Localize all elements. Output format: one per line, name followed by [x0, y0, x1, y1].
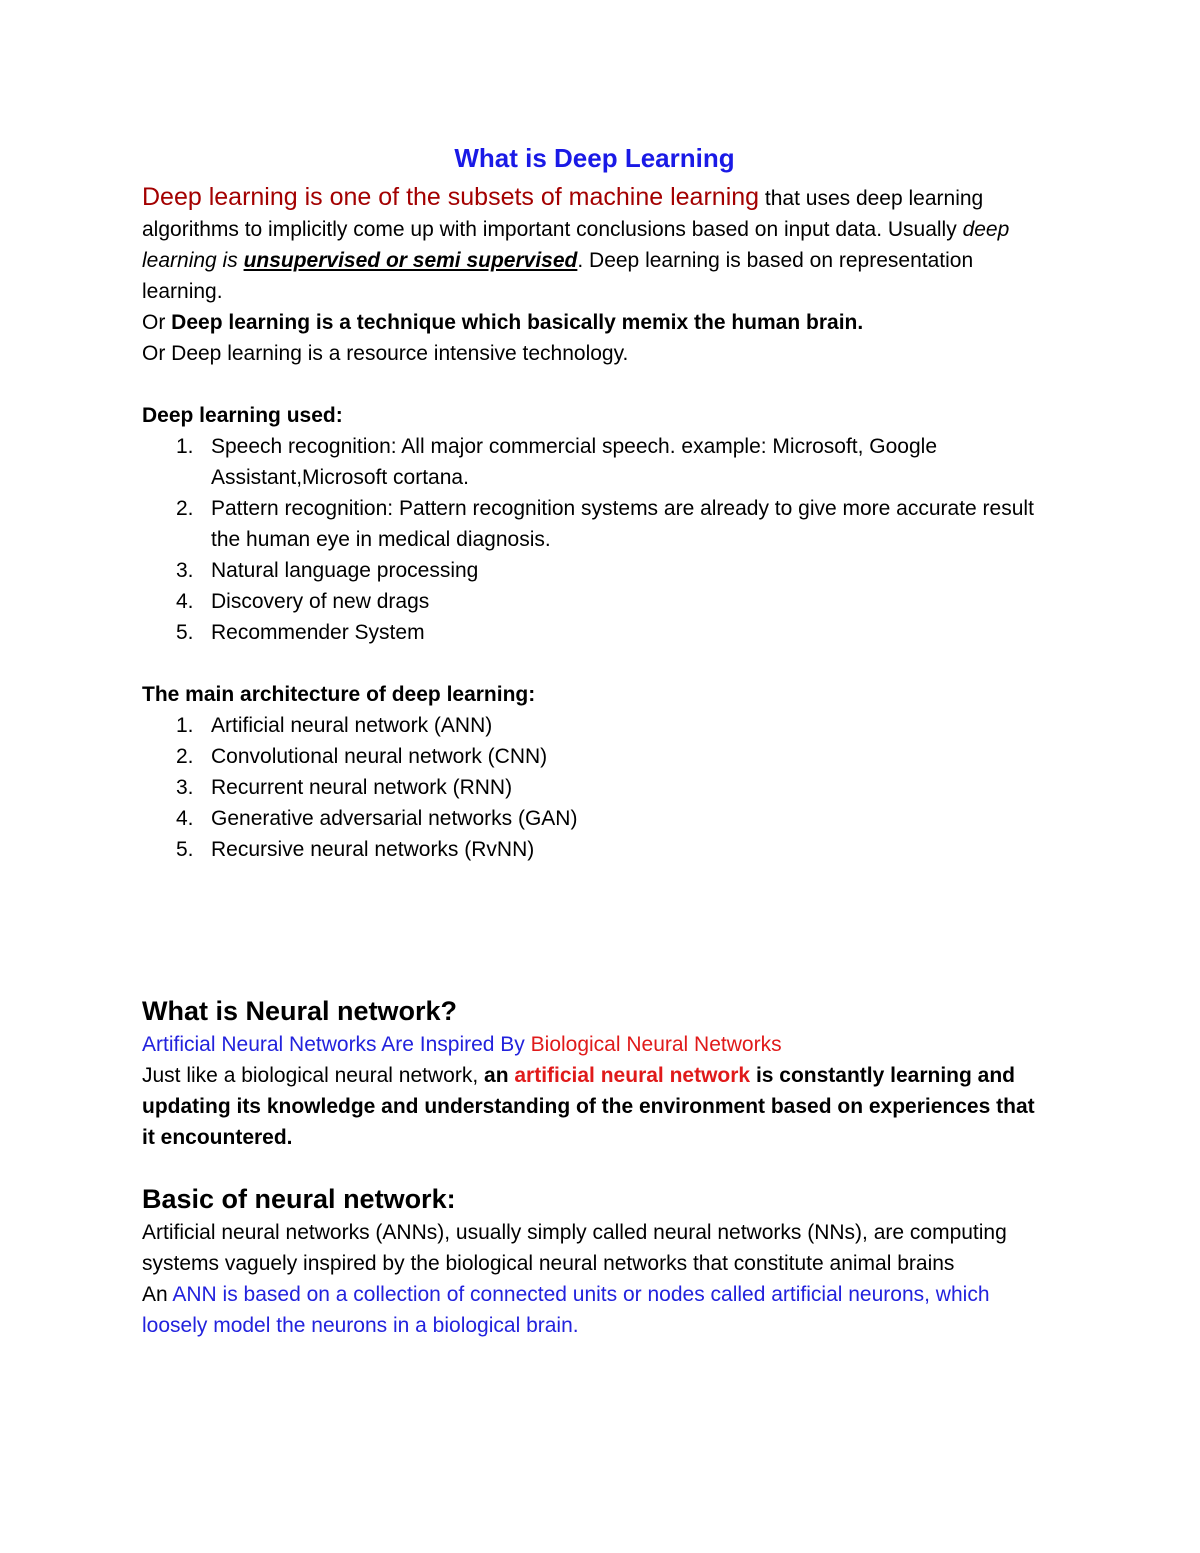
architecture-heading: The main architecture of deep learning:: [142, 683, 536, 706]
page-title: What is Deep Learning: [454, 143, 735, 173]
uses-heading: Deep learning used:: [142, 404, 343, 427]
list-number: 5.: [176, 838, 194, 861]
list-number: 1.: [176, 435, 194, 458]
intro-paragraph: [142, 182, 1047, 307]
intro-text-1: that uses deep learning algorithms to implicitly come up with important conclusions based on input data. Usually: [142, 187, 984, 241]
neural-bold-2: is constantly learning and updating its knowledge and understanding of the environment based on experiences that it encountered.: [142, 1064, 1035, 1149]
list-number: 4.: [176, 590, 194, 613]
list-text: Generative adversarial networks (GAN): [211, 807, 578, 830]
neural-prefix: Just like a biological neural network,: [142, 1064, 485, 1087]
or-technique-paragraph: [142, 307, 1047, 338]
list-number: 3.: [176, 776, 194, 799]
list-text: Speech recognition: All major commercial speech. example: Microsoft, Google Assistant,Microsoft cortana.: [211, 435, 937, 489]
basic-paragraph-1: Artificial neural networks (ANNs), usually simply called neural networks (NNs), are computing systems vaguely inspired by the biological neural networks that constitute animal brains: [142, 1221, 1007, 1275]
list-text: Convolutional neural network (CNN): [211, 745, 548, 768]
list-number: 5.: [176, 621, 194, 644]
list-text: Discovery of new drags: [211, 590, 430, 613]
list-text: Recommender System: [211, 621, 425, 644]
inspired-red: Biological Neural Networks: [530, 1033, 782, 1056]
list-item: [142, 834, 1047, 865]
intro-lead: Deep learning is one of the subsets of machine learning: [142, 183, 760, 211]
list-item: [142, 741, 1047, 772]
spacer: [142, 865, 1047, 993]
list-item: [142, 493, 1047, 555]
spacer: [142, 369, 1047, 400]
list-number: 1.: [176, 714, 194, 737]
neural-red-bold: artificial neural network: [514, 1064, 751, 1087]
list-text: Recurrent neural network (RNN): [211, 776, 513, 799]
uses-list: [142, 431, 1047, 648]
neural-paragraph: [142, 1060, 1047, 1153]
intro-italic: deep learning is: [142, 218, 1010, 272]
list-item: [142, 803, 1047, 834]
list-item: [142, 617, 1047, 648]
intro-text-2: . Deep learning is based on representation learning.: [142, 249, 974, 303]
or-resource-paragraph: Or Deep learning is a resource intensive technology.: [142, 342, 629, 365]
basic-prefix: An: [142, 1283, 173, 1306]
basic-blue-text: ANN is based on a collection of connected units or nodes called artificial neurons, which loosely model the neurons in a biological brain.: [142, 1283, 990, 1337]
list-text: Recursive neural networks (RvNN): [211, 838, 535, 861]
inspired-line: [142, 1029, 1047, 1060]
neural-bold-1: an: [484, 1064, 515, 1087]
or-technique-bold: Deep learning is a technique which basically memix the human brain.: [171, 311, 864, 334]
inspired-blue: Artificial Neural Networks Are Inspired By: [142, 1033, 531, 1056]
neural-network-heading: What is Neural network?: [142, 996, 458, 1026]
architecture-list: [142, 710, 1047, 865]
list-item: [142, 586, 1047, 617]
basic-paragraph-2: [142, 1279, 1047, 1341]
spacer: [142, 648, 1047, 679]
intro-bold-italic: unsupervised or semi supervised: [243, 249, 578, 272]
list-item: [142, 772, 1047, 803]
list-text: Natural language processing: [211, 559, 479, 582]
list-number: 4.: [176, 807, 194, 830]
document-content: [142, 138, 1047, 1341]
list-number: 2.: [176, 497, 194, 520]
list-number: 2.: [176, 745, 194, 768]
list-item: [142, 555, 1047, 586]
basic-heading: Basic of neural network:: [142, 1184, 456, 1214]
spacer: [142, 1153, 1047, 1181]
list-item: [142, 431, 1047, 493]
or-prefix: Or: [142, 311, 172, 334]
list-text: Artificial neural network (ANN): [211, 714, 493, 737]
list-item: [142, 710, 1047, 741]
list-number: 3.: [176, 559, 194, 582]
list-text: Pattern recognition: Pattern recognition systems are already to give more accurate result the human eye in medical diagnosis.: [211, 497, 1034, 551]
